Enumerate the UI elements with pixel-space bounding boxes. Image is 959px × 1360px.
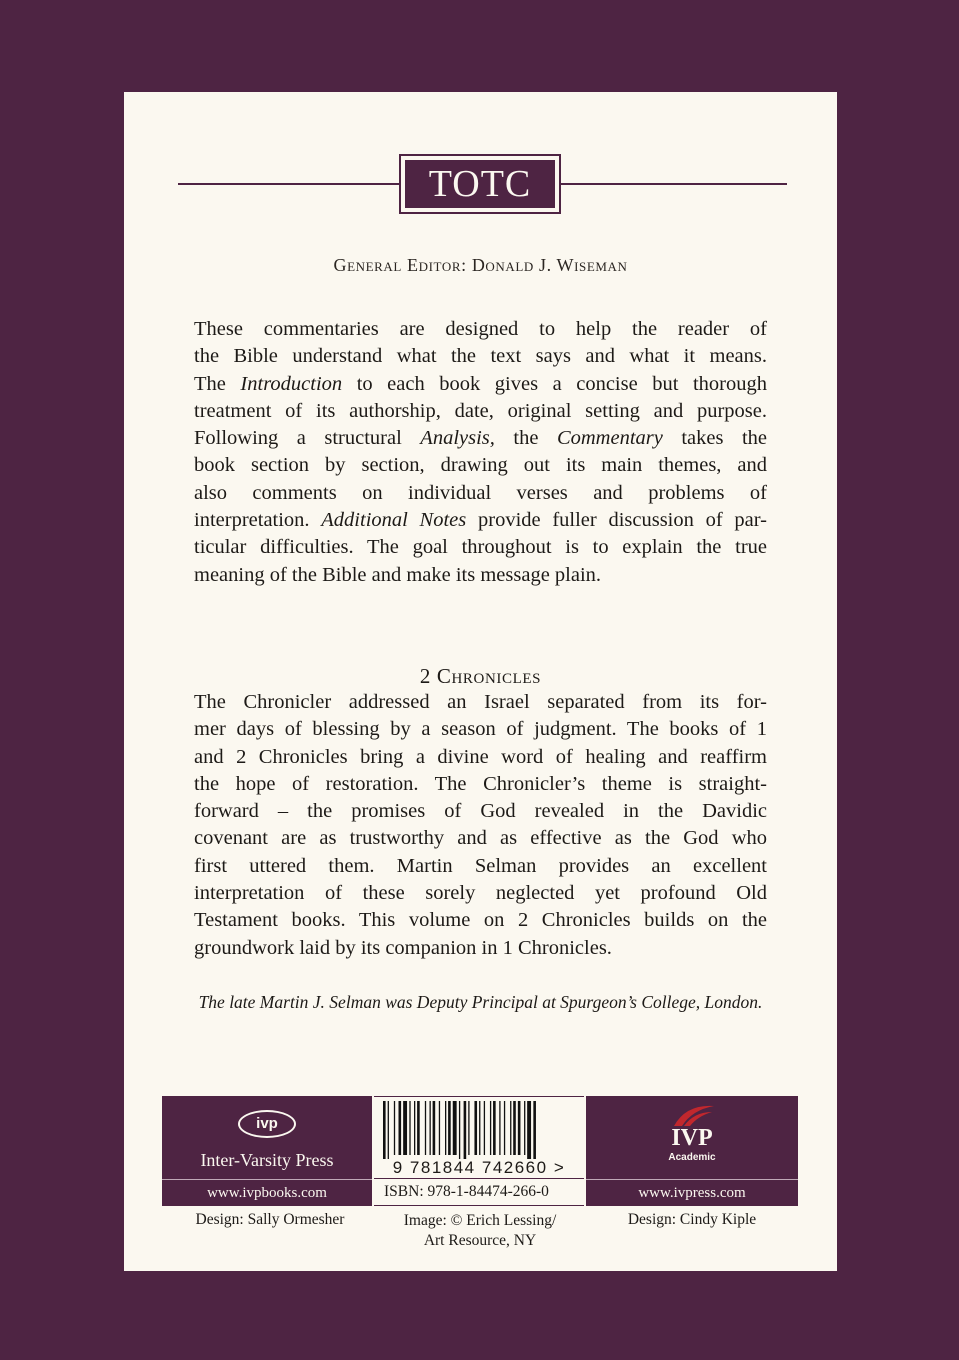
book-description-line: The Chronicler addressed an Israel separated from its for- — [194, 691, 767, 713]
credit-image-line1: Image: © Erich Lessing/ — [403, 1212, 557, 1229]
book-description-line: first uttered them. Martin Selman provides an excellent — [194, 854, 767, 877]
academic-url: www.ivpress.com — [586, 1179, 798, 1206]
book-description-line: forward – the promises of God revealed in the Davidic — [194, 800, 767, 823]
isbn: ISBN: 978-1-84474-266-0 — [374, 1178, 584, 1205]
ivp-uk-block — [162, 1096, 372, 1206]
book-description-line: the hope of restoration. The Chronicler’s theme is straight- — [194, 772, 767, 795]
credit-designer-right: Design: Cindy Kiple — [627, 1211, 757, 1228]
ivp-badge-logo — [238, 1110, 296, 1138]
series-description-line: also comments on individual verses and problems of — [194, 481, 767, 504]
publisher-footer — [162, 1096, 798, 1206]
series-description-line: These commentaries are designed to help the reader of — [194, 318, 767, 340]
book-description-line: groundwork laid by its companion in 1 Chronicles. — [194, 936, 612, 959]
series-logo-text: TOTC — [405, 160, 555, 208]
series-description — [194, 316, 767, 589]
back-cover-panel — [124, 92, 837, 1271]
book-description — [194, 689, 767, 962]
series-description-line: The Introduction to each book gives a concise but thorough — [194, 372, 767, 395]
series-description-line: the Bible understand what the text says and what it means. — [194, 345, 767, 368]
series-description-line: book section by section, drawing out its main themes, and — [194, 454, 767, 477]
credit-image-line2: Art Resource, NY — [423, 1232, 537, 1249]
series-description-line: meaning of the Bible and make its message plain. — [194, 563, 602, 586]
book-description-line: and 2 Chronicles bring a divine word of healing and reaffirm — [194, 745, 767, 768]
barcode-block — [374, 1096, 584, 1206]
book-title: 2 Chronicles — [419, 664, 542, 688]
book-description-line: Testament books. This volume on 2 Chronicles builds on the — [194, 909, 767, 932]
header-rule-right — [561, 183, 787, 185]
credit-designer-left: Design: Sally Ormesher — [195, 1211, 345, 1228]
academic-logo-sub: Academic — [668, 1152, 716, 1163]
author-note: The late Martin J. Selman was Deputy Principal at Spurgeon’s College, London. — [198, 992, 763, 1012]
ivp-url: www.ivpbooks.com — [162, 1179, 372, 1206]
series-description-line: ticular difficulties. The goal throughout is to explain the true — [194, 536, 767, 559]
series-logo — [399, 154, 561, 214]
book-description-line: mer days of blessing by a season of judgment. The books of 1 — [194, 718, 767, 741]
general-editor: General Editor: Donald J. Wiseman — [333, 255, 628, 275]
series-description-line: interpretation. Additional Notes provide fuller discussion of par- — [194, 509, 767, 532]
barcode-image — [381, 1101, 577, 1159]
credit-image — [368, 1211, 592, 1251]
ivp-badge-text: ivp — [256, 1115, 278, 1132]
book-description-line: interpretation of these sorely neglected yet profound Old — [194, 882, 767, 905]
ivp-name: Inter-Varsity Press — [200, 1150, 334, 1170]
series-description-line: treatment of its authorship, date, original setting and purpose. — [194, 399, 767, 422]
ivp-academic-block — [586, 1096, 798, 1206]
book-description-line: covenant are as trustworthy and as effective as the God who — [194, 827, 767, 850]
barcode-number: 9 781844 742660 > — [392, 1158, 566, 1177]
header-rule-left — [178, 183, 399, 185]
series-description-line: Following a structural Analysis, the Commentary takes the — [194, 427, 768, 450]
academic-logo-main: IVP — [671, 1125, 713, 1151]
